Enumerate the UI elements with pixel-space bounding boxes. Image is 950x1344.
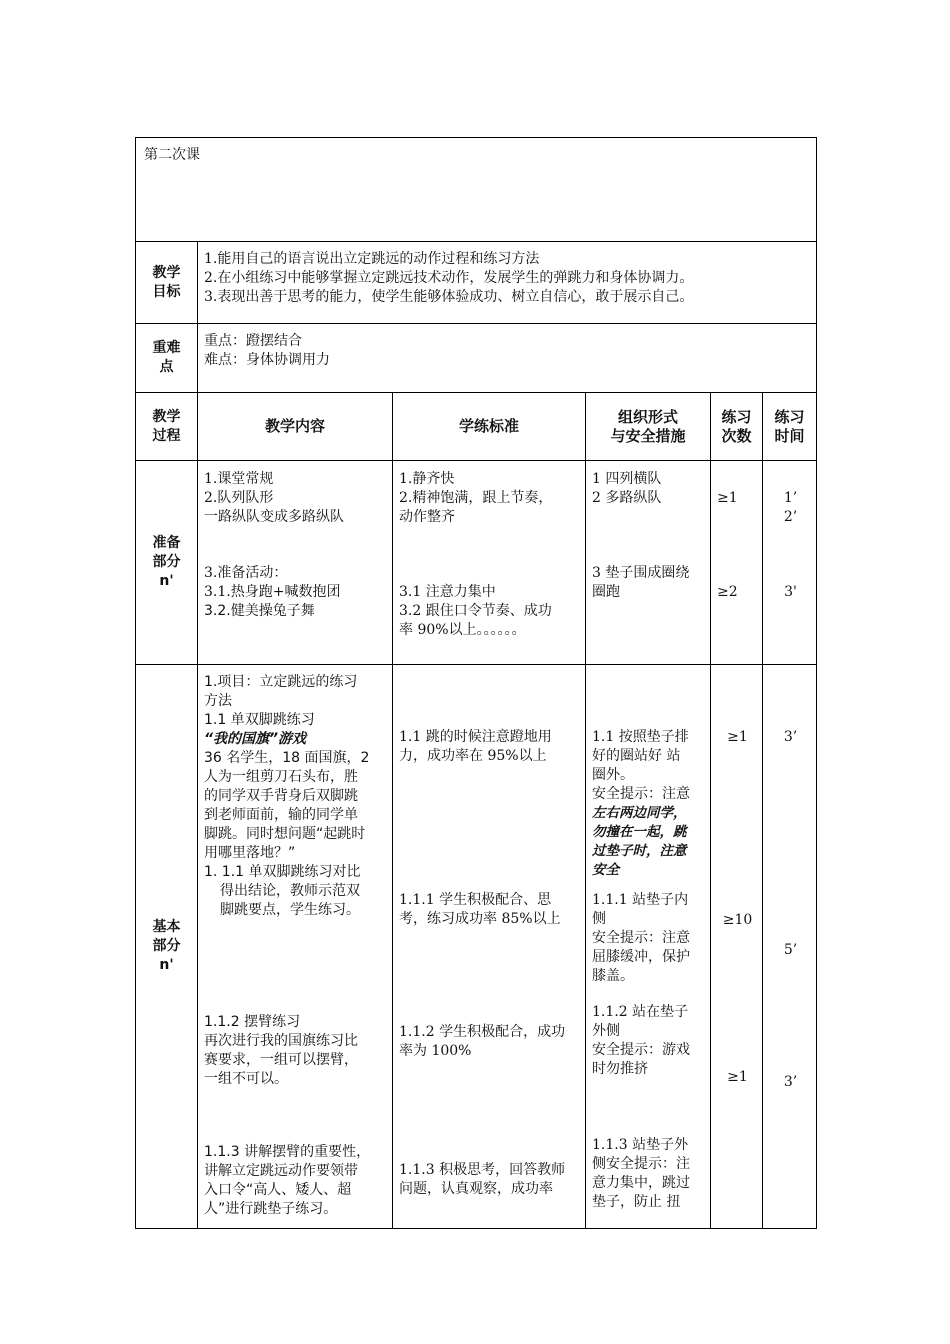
key-points-content	[198, 324, 817, 393]
content-header: 教学内容	[198, 393, 393, 461]
objective-item: 1.能用自己的语言说出立定跳远的动作过程和练习方法	[204, 251, 540, 267]
prep-count: ≥1 ≥2	[711, 461, 763, 665]
count-header: 练习 次数	[711, 393, 763, 461]
key-points-label: 重难 点	[136, 324, 198, 393]
key-point: 重点：蹬摆结合	[204, 333, 302, 349]
prep-content: 1.课堂常规 2.队列队形 一路纵队变成多路纵队 3.准备活动： 3.1.热身跑+喊数抱团 3.2.健美操兔子舞	[198, 461, 393, 665]
basic-standard: 1.1 跳的时候注意蹬地用 力，成功率在 95%以上 1.1.1 学生积极配合、思 考，练习成功率 85%以上 1.1.2 学生积极配合，成功 率为 100% 1.1.3 积极思考，回答教师 问题，认真观察，成功率	[393, 665, 586, 1229]
basic-count: ≥1 ≥10 ≥1	[711, 665, 763, 1229]
lesson-title-cell	[136, 138, 817, 242]
basic-content: 1.项目：立定跳远的练习 方法 1.1 单双脚跳练习 “我的国旗”游戏 36 名学生，18 面国旗，2 人为一组剪刀石头布，胜 的同学双手背身后双脚跳 到老师面前，输的同学单 脚跳。同时想问题“起跳时 用哪里落地？” 1. 1.1 单双脚跳练习对比 得出结论，教师示范双 脚跳要点，学生练习。 1.1.2 摆臂练习 再次进行我的国旗练习比 赛要求，一组可以摆臂， 一组不可以。 1.1.3 讲解摆臂的重要性， 讲解立定跳远动作要领带 入口令“高人、矮人、超 人”进行跳垫子练习。	[198, 665, 393, 1229]
difficult-point: 难点：身体协调用力	[204, 352, 330, 368]
objectives-label: 教学 目标	[136, 242, 198, 324]
objective-item: 3.表现出善于思考的能力，使学生能够体验成功、树立自信心，敢于展示自己。	[204, 289, 694, 305]
organization-header: 组织形式 与安全措施	[586, 393, 711, 461]
lesson-plan-table	[135, 137, 817, 1229]
prep-organization: 1 四列横队 2 多路纵队 3 垫子围成圈绕 圈跑	[586, 461, 711, 665]
objectives-content	[198, 242, 817, 324]
time-header: 练习 时间	[763, 393, 817, 461]
prep-label: 准备 部分 n'	[136, 461, 198, 665]
basic-time: 3’ 5’ 3’	[763, 665, 817, 1229]
process-header: 教学 过程	[136, 393, 198, 461]
prep-time: 1’ 2’ 3'	[763, 461, 817, 665]
prep-standard: 1.静齐快 2.精神饱满，跟上节奏， 动作整齐 3.1 注意力集中 3.2 跟住口令节奏、成功 率 90%以上。。。。。。	[393, 461, 586, 665]
basic-organization: 1.1 按照垫子排 好的圈站好 站 圈外。 安全提示：注意 左右两边同学， 勿撞在一起，跳 过垫子时，注意 安全 1.1.1 站垫子内 侧 安全提示：注意 屈膝缓冲，保护 膝盖。 1.1.2 站在垫子 外侧 安全提示：游戏 时勿推挤 1.1.3 站垫子外 侧安全提示：注 意力集中，跳过 垫子，防止 扭	[586, 665, 711, 1229]
objective-item: 2.在小组练习中能够掌握立定跳远技术动作，发展学生的弹跳力和身体协调力。	[204, 270, 694, 286]
lesson-title: 第二次课	[144, 147, 200, 163]
basic-label: 基本 部分 n'	[136, 665, 198, 1229]
standard-header: 学练标准	[393, 393, 586, 461]
